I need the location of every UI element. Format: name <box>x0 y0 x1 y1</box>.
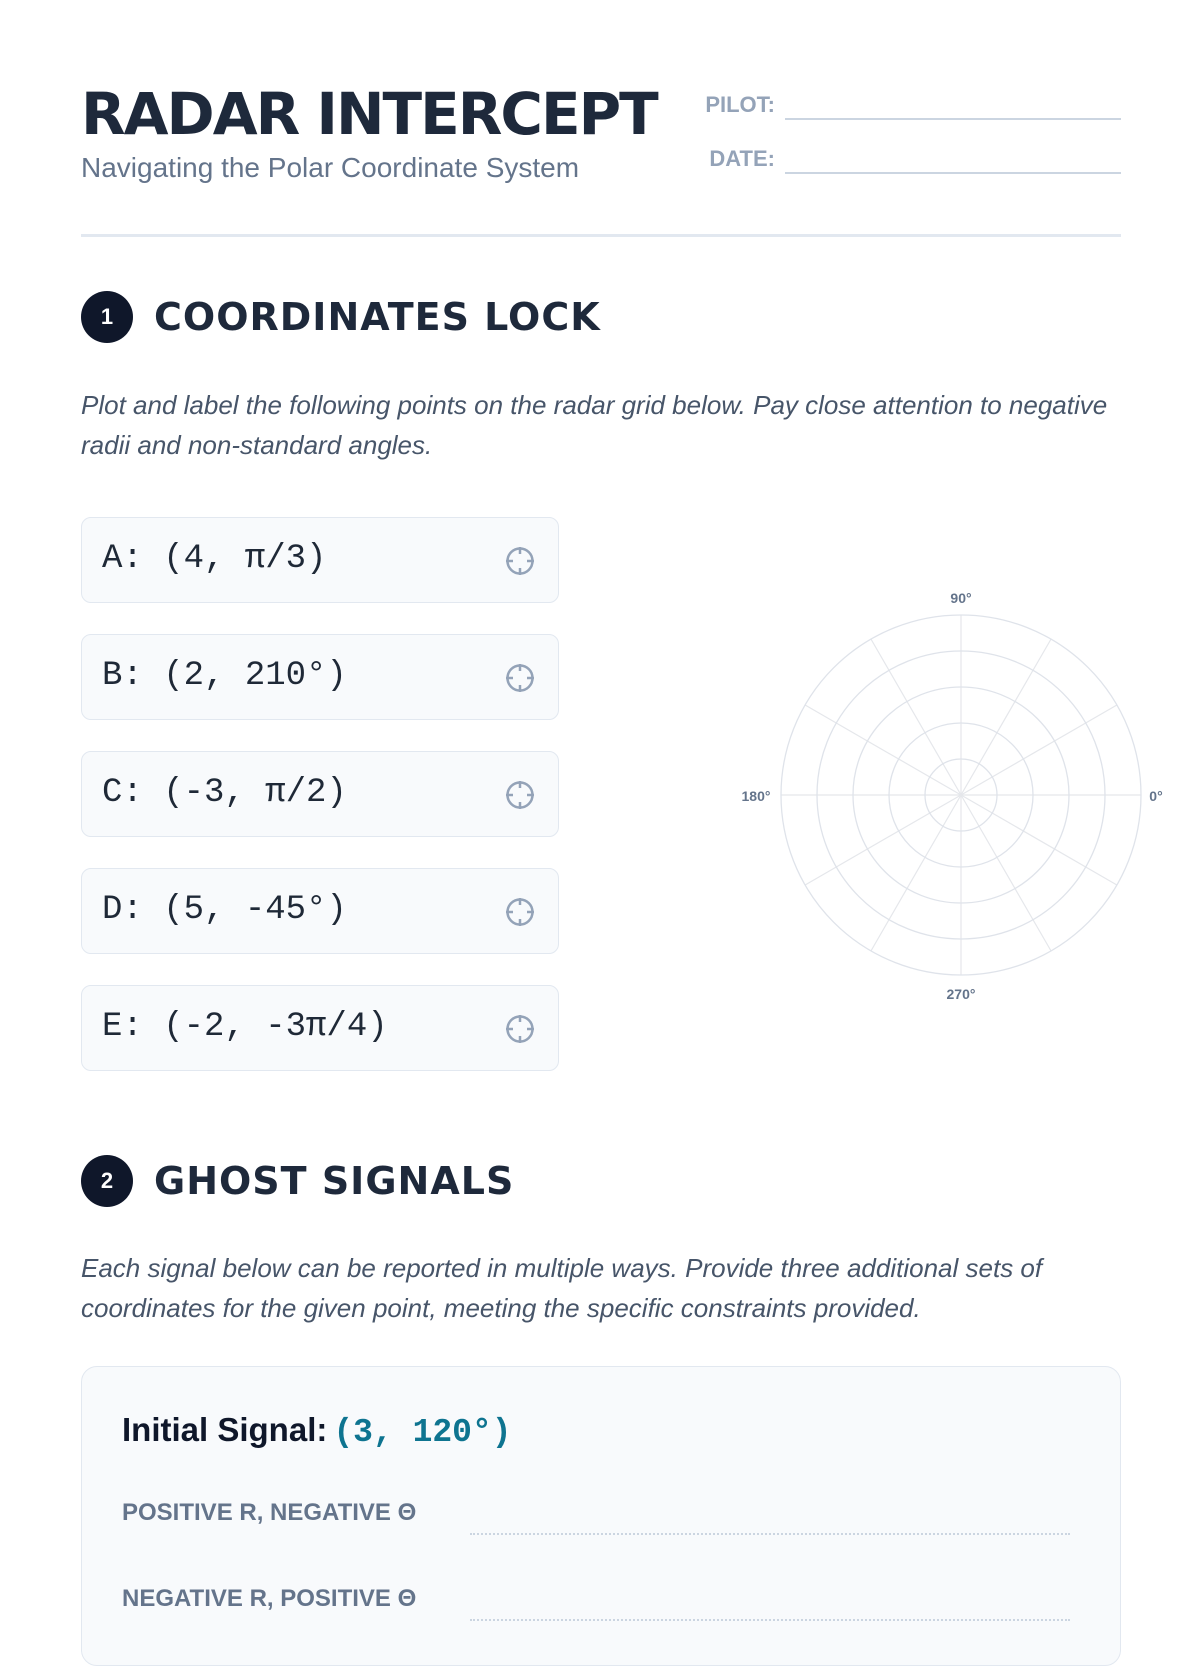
point-card-e[interactable] <box>81 985 559 1071</box>
section-1-instructions: Plot and label the following points on the radar grid below. Pay close attention to negative radii and non-standard angles. <box>81 390 1108 460</box>
point-card-c[interactable] <box>81 751 559 837</box>
angle-label-0: 0° <box>1149 788 1163 804</box>
answer-line[interactable] <box>470 1533 1070 1535</box>
crosshair-icon[interactable] <box>505 780 535 810</box>
radar-spoke <box>871 639 961 795</box>
radar-spoke <box>805 705 961 795</box>
point-card-d[interactable] <box>81 868 559 954</box>
section-1-heading <box>81 287 1121 347</box>
signal-value: (3, 120°) <box>333 1414 512 1451</box>
page-title: RADAR INTERCEPT <box>81 80 657 148</box>
section-2-title: GHOST SIGNALS <box>154 1159 515 1203</box>
angle-label-180: 180° <box>741 788 771 804</box>
angle-label-90: 90° <box>950 590 972 606</box>
pilot-field[interactable] <box>701 84 1121 118</box>
point-label-e: E: (-2, -3π/4) <box>102 1008 388 1046</box>
point-label-d: D: (5, -45°) <box>102 891 347 929</box>
constraint-label: NEGATIVE R, POSITIVE Θ <box>122 1585 417 1612</box>
section-2-badge: 2 <box>81 1155 133 1207</box>
point-label-b: B: (2, 210°) <box>102 657 347 695</box>
radar-spoke <box>871 795 961 951</box>
section-1-badge: 1 <box>81 291 133 343</box>
radar-spoke <box>961 795 1117 885</box>
date-label: DATE: <box>709 146 775 171</box>
constraint-label: POSITIVE R, NEGATIVE Θ <box>122 1499 417 1526</box>
section-1-title: COORDINATES LOCK <box>154 295 601 339</box>
worksheet-header <box>81 80 1121 236</box>
header-divider <box>81 234 1121 237</box>
section-2-instructions: Each signal below can be reported in multiple ways. Provide three additional sets of coordinates for the given point, meeting the specific constraints provided. <box>81 1253 1043 1323</box>
signal-card <box>81 1366 1121 1666</box>
section-2-heading <box>81 1151 1121 1211</box>
answer-line[interactable] <box>470 1619 1070 1621</box>
radar-spoke <box>961 705 1117 795</box>
radar-spoke <box>961 639 1051 795</box>
radar-grid[interactable] <box>741 583 1181 1003</box>
signal-label: Initial Signal: <box>122 1411 328 1448</box>
crosshair-icon[interactable] <box>505 1014 535 1044</box>
crosshair-icon[interactable] <box>505 663 535 693</box>
point-card-a[interactable] <box>81 517 559 603</box>
crosshair-icon[interactable] <box>505 897 535 927</box>
pilot-label: PILOT: <box>705 92 775 117</box>
page-subtitle: Navigating the Polar Coordinate System <box>81 152 580 183</box>
angle-label-270: 270° <box>946 986 976 1002</box>
point-label-c: C: (-3, π/2) <box>102 774 347 812</box>
radar-spoke <box>805 795 961 885</box>
radar-grid-lines <box>781 615 1141 975</box>
signal-heading <box>122 1411 512 1451</box>
point-label-a: A: (4, π/3) <box>102 540 327 578</box>
date-field[interactable] <box>701 138 1121 172</box>
crosshair-icon[interactable] <box>505 546 535 576</box>
date-input-line[interactable] <box>785 172 1121 174</box>
pilot-input-line[interactable] <box>785 118 1121 120</box>
radar-spoke <box>961 795 1051 951</box>
point-card-b[interactable] <box>81 634 559 720</box>
